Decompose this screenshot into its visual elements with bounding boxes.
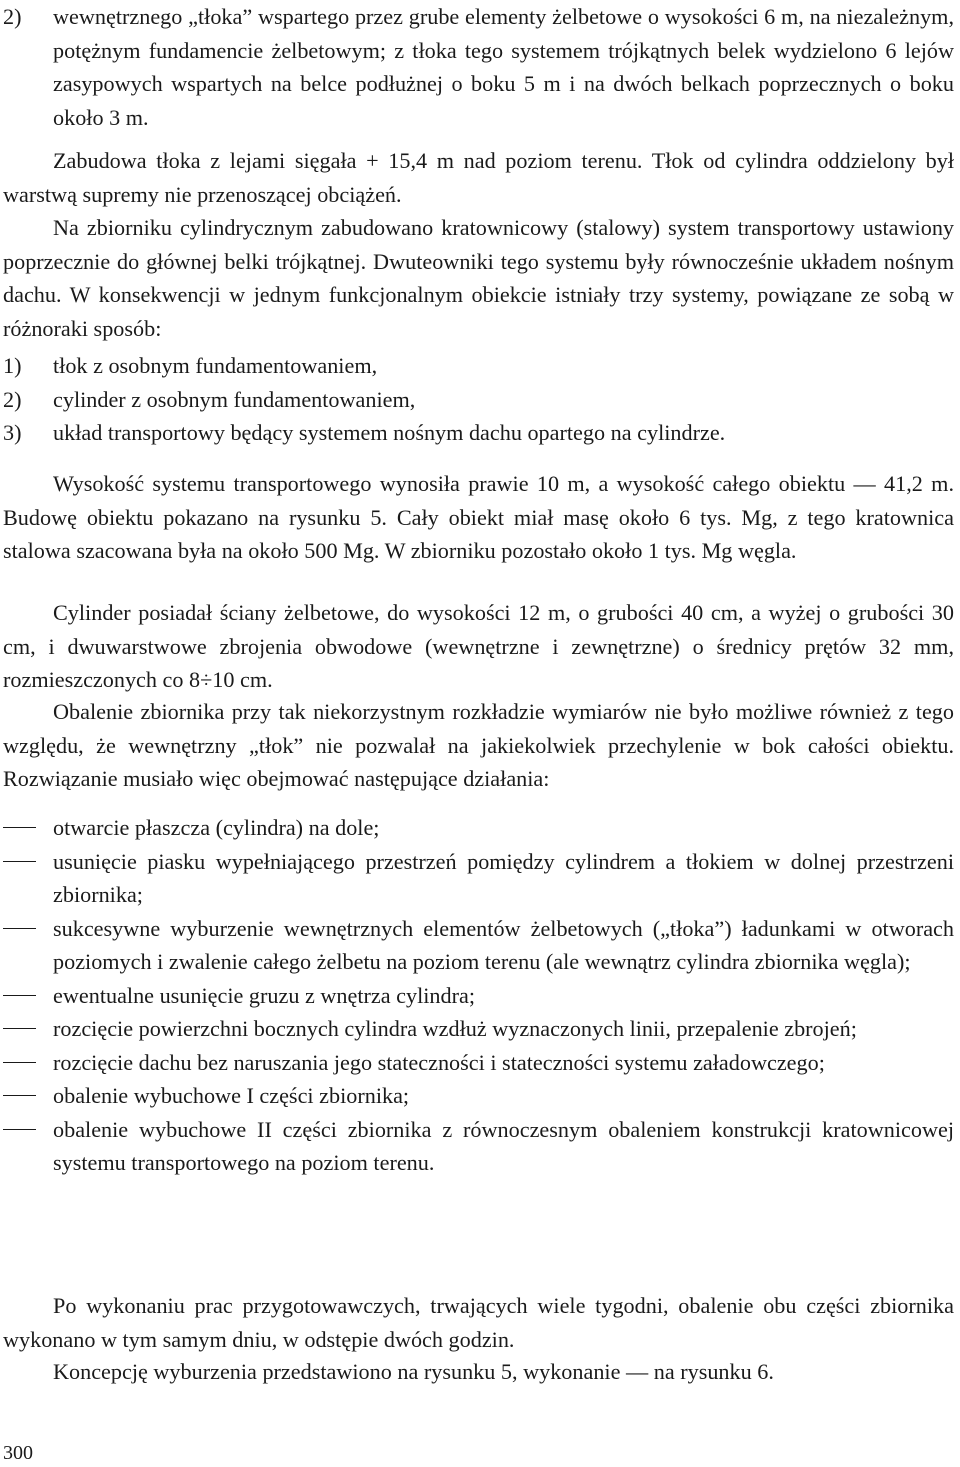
list-item bbox=[3, 1046, 954, 1080]
paragraph-demolition-day: Po wykonaniu prac przygotowawczych, trwających wiele tygodni, obalenie obu części zbiornika wykonano w tym samym dniu, w odstępie dwóch godzin. bbox=[3, 1293, 954, 1352]
dash-marker bbox=[3, 1046, 53, 1080]
list-item bbox=[3, 1079, 954, 1113]
paragraph-cylinder-walls: Cylinder posiadał ściany żelbetowe, do wysokości 12 m, o grubości 40 cm, a wyżej o grubości 30 cm, i dwuwarstwowe zbrojenia obwodowe (wewnętrzne i zewnętrzne) o średnicy prętów 32 mm, rozmieszczonych co 8÷10 cm. bbox=[3, 600, 954, 692]
dash-marker bbox=[3, 1113, 53, 1180]
list-item bbox=[3, 845, 954, 912]
list-item bbox=[3, 349, 954, 383]
list-item-text: tłok z osobnym fundamentowaniem, bbox=[53, 353, 378, 378]
list-marker: 2) bbox=[3, 386, 22, 412]
systems-list bbox=[3, 349, 954, 450]
list-item bbox=[3, 1113, 954, 1180]
list-item bbox=[3, 979, 954, 1013]
list-item-text: rozcięcie dachu bez naruszania jego stateczności i stateczności systemu załadowczego; bbox=[53, 1049, 825, 1075]
dash-marker bbox=[3, 845, 53, 912]
dash-marker bbox=[3, 912, 53, 979]
list-item-text: ewentualne usunięcie gruzu z wnętrza cylindra; bbox=[53, 982, 475, 1008]
list-item bbox=[3, 912, 954, 979]
page-number: 300 bbox=[3, 1442, 33, 1464]
list-item bbox=[3, 416, 954, 450]
list-item bbox=[3, 383, 954, 417]
list-marker: 2) bbox=[3, 4, 22, 29]
dash-marker bbox=[3, 1079, 53, 1113]
paragraph-height-mass: Wysokość systemu transportowego wynosiła prawie 10 m, a wysokość całego obiektu — 41,2 m. Budowę obiektu pokazano na rysunku 5. Cały obiekt miał masę około 6 tys. Mg, z tego kratownica stalowa szacowana była na około 500 Mg. W zbiorniku pozostało około 1 tys. Mg węgla. bbox=[3, 471, 954, 563]
paragraph-tlok-height: Zabudowa tłoka z lejami sięgała + 15,4 m nad poziom terenu. Tłok od cylindra oddzielony był warstwą supremy nie przenoszącej obciążeń. bbox=[3, 148, 954, 207]
list-item-text: układ transportowy będący systemem nośnym dachu opartego na cylindrze. bbox=[53, 420, 726, 445]
list-item-text: sukcesywne wyburzenie wewnętrznych elementów żelbetowych („tłoka”) ładunkami w otworach poziomych i zwalenie całego żelbetu na poziom terenu (ale wewnątrz cylindra zbiornika węgla); bbox=[53, 915, 954, 974]
list-item bbox=[3, 811, 954, 845]
dash-marker bbox=[3, 811, 53, 845]
list-item bbox=[3, 1012, 954, 1046]
paragraph-demolition-reason: Obalenie zbiornika przy tak niekorzystnym rozkładzie wymiarów nie było możliwe również z tego względu, że wewnętrzny „tłok” nie pozwalał na jakiekolwiek przechylenie w bok całości obiektu. Rozwiązanie musiało więc obejmować następujące działania: bbox=[3, 699, 954, 791]
dash-marker bbox=[3, 1012, 53, 1046]
list-item-text: obalenie wybuchowe II części zbiornika z równoczesnym obaleniem konstrukcji kratownicowej systemu transportowego na poziom terenu. bbox=[53, 1116, 954, 1175]
list-item-text: usunięcie piasku wypełniającego przestrzeń pomiędzy cylindrem a tłokiem w dolnej przestrzeni zbiornika; bbox=[53, 848, 954, 907]
list-item-text: wewnętrznego „tłoka” wspartego przez grube elementy żelbetowe o wysokości 6 m, na niezależnym, potężnym fundamencie żelbetowym; z tłoka tego systemem trójkątnych belek wydzielono 6 lejów zasypowych wspartych na belce podłużnej o boku 5 m i na dwóch belkach poprzecznych o boku około 3 m. bbox=[53, 4, 954, 130]
intro-list-item bbox=[3, 0, 954, 134]
paragraph-figure-reference: Koncepcję wyburzenia przedstawiono na rysunku 5, wykonanie — na rysunku 6. bbox=[53, 1359, 774, 1384]
list-item-text: obalenie wybuchowe I części zbiornika; bbox=[53, 1083, 410, 1108]
list-marker: 3) bbox=[3, 420, 22, 445]
paragraph-transport-system: Na zbiorniku cylindrycznym zabudowano kratownicowy (stalowy) system transportowy ustawiony poprzecznie do głównej belki trójkątnej. Dwuteowniki tego systemu były równocześnie układem nośnym dachu. W konsekwencji w jednym funkcjonalnym obiekcie istniały trzy systemy, powiązane ze sobą w różnoraki sposób: bbox=[3, 215, 954, 341]
list-item-text: cylinder z osobnym fundamentowaniem, bbox=[53, 386, 416, 412]
list-item-text: otwarcie płaszcza (cylindra) na dole; bbox=[53, 815, 380, 840]
dash-marker bbox=[3, 979, 53, 1013]
list-item-text: rozcięcie powierzchni bocznych cylindra wzdłuż wyznaczonych linii, przepalenie zbrojeń; bbox=[53, 1016, 857, 1041]
actions-list bbox=[3, 811, 954, 1180]
list-marker: 1) bbox=[3, 353, 22, 378]
